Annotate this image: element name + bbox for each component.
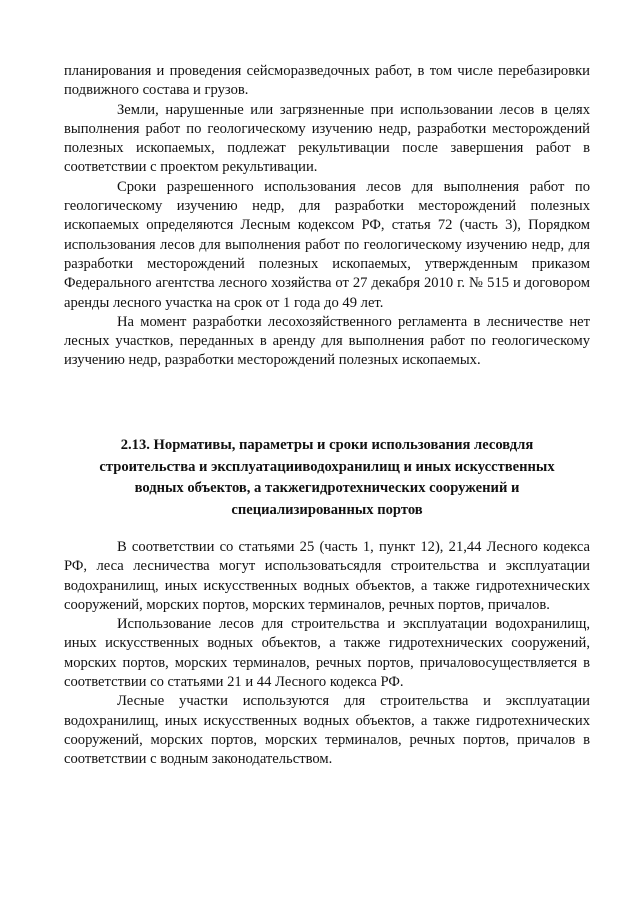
- paragraph-water-legislation: Лесные участки используются для строительства и эксплуатации водохранилищ, иных искусственных водных объектов, а также гидротехнических сооружений, морских портов, морских терминалов, речных портов, причалов в соответствии с водным законодательством.: [64, 693, 590, 768]
- section-heading: 2.13. Нормативы, параметры и сроки использования лесовдля строительства и эксплуатацииводохранилищ и иных искусственных водных объектов, а такжегидротехнических сооружений и специализированных портов: [99, 437, 555, 518]
- paragraph-land-reclamation: Земли, нарушенные или загрязненные при использовании лесов в целях выполнения работ по геологическому изучению недр, разработки месторождений полезных ископаемых, подлежат рекультивации после завершения работ в соответствии с проектом рекультивации.: [64, 101, 590, 176]
- bottom-text-block: [64, 538, 590, 770]
- paragraph-legal-basis: В соответствии со статьями 25 (часть 1, пункт 12), 21,44 Лесного кодекса РФ, леса лесничества могут использоватьсядля строительства и эксплуатации водохранилищ, иных искусственных водных объектов, а также гидротехнических сооружений, морских портов, морских терминалов, речных портов, причалов.: [64, 539, 590, 613]
- paragraph-usage-terms: Сроки разрешенного использования лесов для выполнения работ по геологическому изучению недр, для разработки месторождений полезных ископаемых определяются Лесным кодексом РФ, статья 72 (часть 3), Порядком использования лесов для выполнения работ по геологическому изучению недр, для разработки месторождений полезных ископаемых, утвержденным приказом Федерального агентства лесного хозяйства от 27 декабря 2010 г. № 515 и договором аренды лесного участка на срок от 1 года до 49 лет.: [64, 178, 590, 311]
- paragraph-no-leased-plots: На момент разработки лесохозяйственного регламента в лесничестве нет лесных участков, переданных в аренду для выполнения работ по геологическому изучению недр, разработки месторождений полезных ископаемых.: [64, 313, 590, 369]
- top-text-block: [64, 62, 590, 371]
- paragraph-usage-regulation: Использование лесов для строительства и эксплуатации водохранилищ, иных искусственных водных объектов, а также гидротехнических сооружений, морских портов, морских терминалов, речных портов, причаловосуществляется в соответствии со статьями 21 и 44 Лесного кодекса РФ.: [64, 616, 590, 691]
- paragraph-continuation: планирования и проведения сейсморазведочных работ, в том числе перебазировки подвижного состава и грузов.: [64, 63, 590, 99]
